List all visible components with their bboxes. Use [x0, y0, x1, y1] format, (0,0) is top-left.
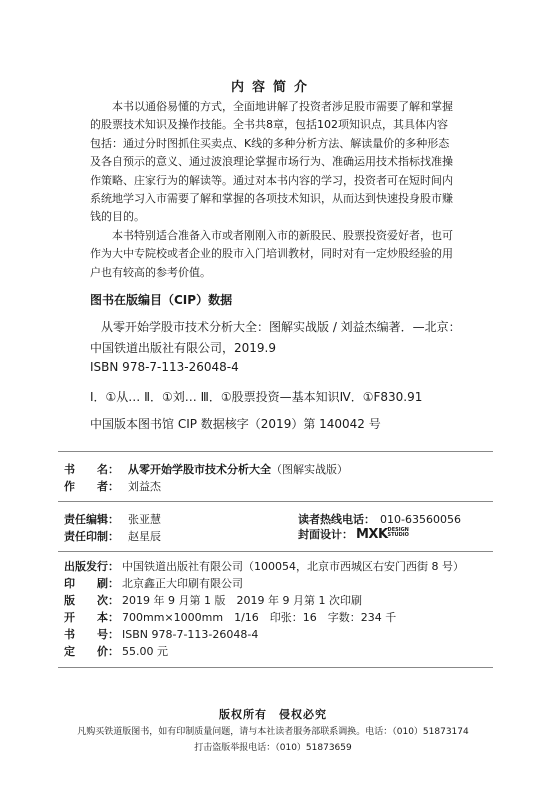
cip-line-4: Ⅰ．①从… Ⅱ．①刘… Ⅲ．①股票投资—基本知识Ⅳ．①F830.91 [90, 390, 423, 404]
intro-line: 系统地学习入市需要了解和掌握的各项技术知识，从而达到快速投身股市赚 [90, 192, 453, 206]
intro-line: 本书以通俗易懂的方式，全面地讲解了投资者涉足股市需要了解和掌握 [112, 100, 453, 113]
pub-value: 2019 年 9 月第 1 版 2019 年 9 月第 1 次印刷 [122, 594, 362, 607]
pub-row [64, 558, 464, 574]
editor-value: 张亚慧 [128, 513, 161, 526]
intro-paragraph-1 [90, 98, 460, 282]
pub-label: 出版发行： [64, 560, 119, 573]
intro-line: 及各自预示的意义、通过波浪理论掌握市场行为、准确运用技术指标找准操 [90, 155, 453, 169]
divider [58, 501, 493, 502]
book-author-label: 作 者： [64, 480, 119, 493]
pub-label: 定 价： [64, 645, 119, 658]
mxk-logo: MXK [356, 527, 388, 542]
intro-line: 的股票技术知识及操作技能。全书共8章，包括102项知识点，其具体内容 [90, 118, 448, 132]
pub-value: 北京鑫正大印刷有限公司 [122, 577, 243, 590]
print-manager-value: 赵星辰 [128, 530, 161, 543]
cip-heading: 图书在版编目（CIP）数据 [90, 293, 233, 307]
book-title-suffix: （图解实战版） [271, 463, 348, 476]
intro-line: 户也有较高的参考价值。 [90, 265, 211, 279]
mxk-logo-sub-text: DESIGN STUDIO [387, 527, 409, 538]
intro-line: 本书特别适合准备入市或者刚刚入市的新股民、股票投资爱好者，也可 [112, 228, 453, 242]
cover-design-label: 封面设计： [298, 528, 353, 541]
editor-row [64, 511, 161, 527]
pub-value: 55.00 元 [122, 645, 168, 658]
divider [58, 451, 493, 452]
pub-label: 书 号： [64, 628, 119, 641]
pub-row [64, 575, 243, 591]
intro-line: 包括：通过分时图抓住买卖点、K线的多种分析方法、解读量价的多种形态 [90, 136, 450, 150]
divider [58, 667, 493, 668]
mxk-logo-sub [388, 528, 410, 538]
pub-value: 700mm×1000mm 1/16 印张：16 字数：234 千 [122, 611, 397, 624]
divider [58, 551, 493, 552]
book-title-row [64, 461, 348, 477]
pub-row [64, 643, 168, 659]
copyright-heading: 版权所有 侵权必究 [219, 708, 327, 721]
cover-design-row [298, 526, 410, 542]
book-author-row [64, 478, 161, 494]
print-manager-row [64, 528, 161, 544]
cip-line-1: 从零开始学股市技术分析大全：图解实战版 / 刘益杰编著．—北京： [101, 320, 461, 334]
hotline-value: 010-63560056 [380, 513, 461, 526]
cip-line-3: ISBN 978-7-113-26048-4 [90, 360, 239, 374]
pub-label: 开 本： [64, 611, 119, 624]
pub-label: 印 刷： [64, 577, 119, 590]
pub-row [64, 609, 396, 625]
pub-label: 版 次： [64, 594, 119, 607]
intro-line: 钱的目的。 [90, 210, 145, 224]
cip-line-2: 中国铁道出版社有限公司，2019.9 [90, 341, 276, 355]
book-title-value: 从零开始学股市技术分析大全 [128, 463, 271, 476]
book-title-label: 书 名： [64, 463, 119, 476]
intro-line: 作为大中专院校或者企业的股市入门培训教材，同时对有一定炒股经验的用 [90, 247, 453, 261]
intro-title: 内容简介 [230, 80, 315, 95]
hotline-label: 读者热线电话： [298, 513, 375, 526]
pub-row [64, 626, 258, 642]
copyright-line-1: 凡购买铁道版图书，如有印制质量问题，请与本社读者服务部联系调换。电话：（010）51873174 [77, 727, 469, 737]
cip-line-5: 中国版本图书馆 CIP 数据核字（2019）第 140042 号 [90, 417, 381, 431]
pub-row [64, 592, 362, 608]
pub-value: ISBN 978-7-113-26048-4 [122, 628, 259, 641]
book-author-value: 刘益杰 [128, 480, 161, 493]
editor-label: 责任编辑： [64, 513, 119, 526]
copyright-line-2: 打击盗版举报电话：（010）51873659 [194, 743, 352, 753]
print-manager-label: 责任印制： [64, 530, 119, 543]
hotline-row [298, 511, 461, 527]
pub-value: 中国铁道出版社有限公司（100054，北京市西城区右安门西街 8 号） [122, 560, 464, 573]
intro-line: 作策略、庄家行为的解读等。通过对本书内容的学习，投资者可在短时间内 [90, 173, 453, 187]
